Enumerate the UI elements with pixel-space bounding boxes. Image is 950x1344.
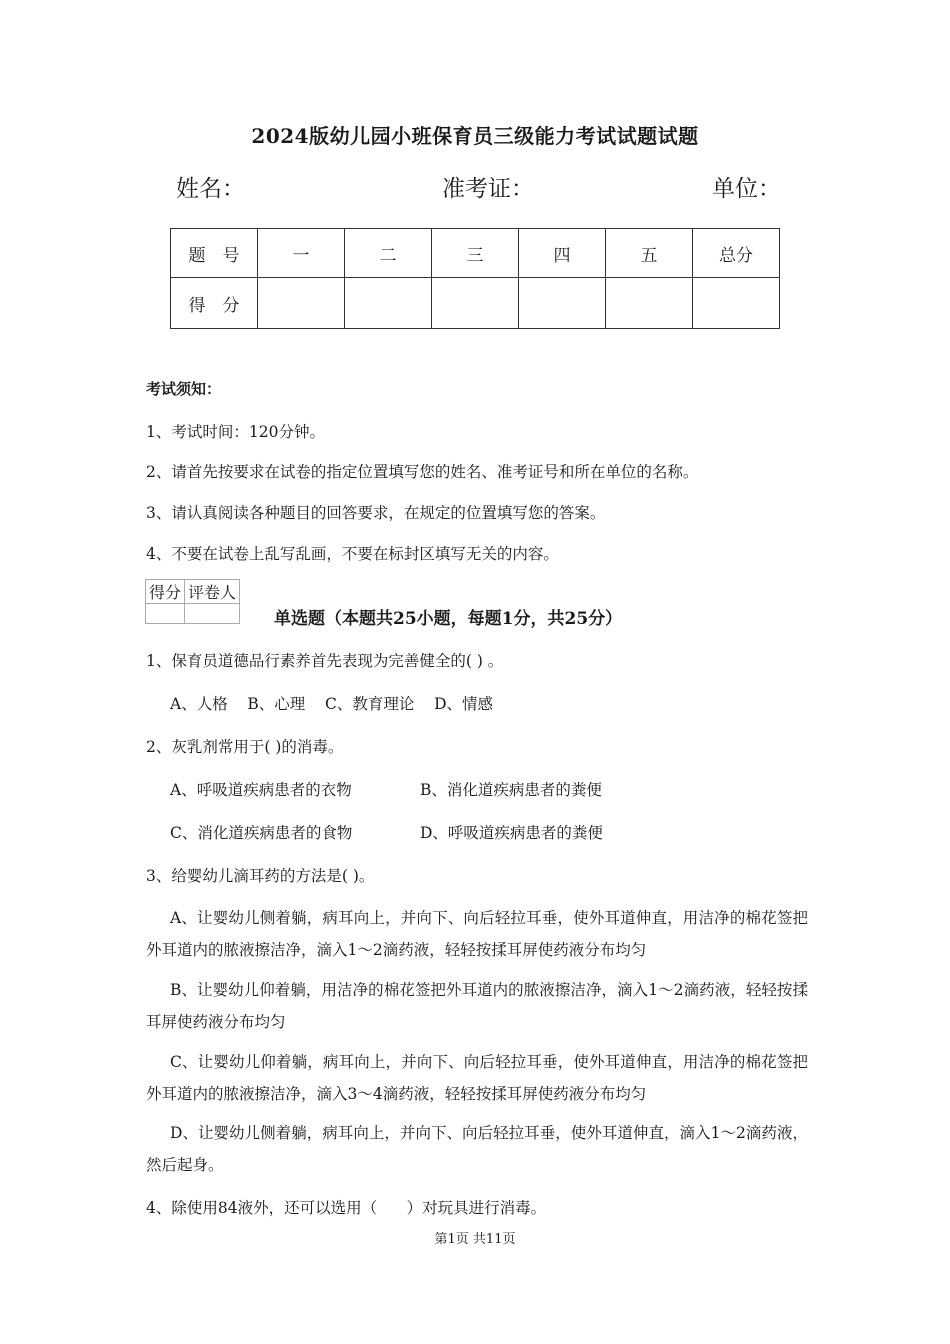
question-4-stem: 4、除使用84液外，还可以选用（ ）对玩具进行消毒。 xyxy=(146,1199,547,1217)
question-3-option-a: A、让婴幼儿侧着躺，病耳向上，并向下、向后轻拉耳垂，使外耳道伸直，用洁净的棉花签把外耳道内的脓液擦洁净，滴入1～2滴药液，轻轻按揉耳屏使药液分布均匀 xyxy=(146,909,808,959)
score-header-cell: 五 xyxy=(606,229,693,278)
score-header-cell: 一 xyxy=(258,229,345,278)
score-cell xyxy=(519,278,606,329)
question-2-option-b: B、消化道疾病患者的粪便 xyxy=(420,781,602,799)
grader-name-label: 评卷人 xyxy=(185,580,240,604)
question-1-stem: 1、保育员道德品行素养首先表现为完善健全的( ) 。 xyxy=(146,652,504,670)
exam-id-label: 准考证： xyxy=(442,176,534,202)
score-header-cell: 总分 xyxy=(693,229,780,278)
score-header-cell: 二 xyxy=(345,229,432,278)
question-2-option-c: C、消化道疾病患者的食物 xyxy=(170,824,353,842)
question-2-option-d: D、呼吸道疾病患者的粪便 xyxy=(420,824,603,842)
score-cell xyxy=(693,278,780,329)
score-header-cell: 三 xyxy=(432,229,519,278)
notice-item: 1、考试时间：120分钟。 xyxy=(146,423,325,441)
score-table-header-row xyxy=(171,229,780,278)
score-cell xyxy=(606,278,693,329)
notice-title: 考试须知： xyxy=(146,380,222,398)
question-3-option-c: C、让婴幼儿仰着躺，病耳向上，并向下、向后轻拉耳垂，使外耳道伸直，用洁净的棉花签把外耳道内的脓液擦洁净，滴入3～4滴药液，轻轻按揉耳屏使药液分布均匀 xyxy=(146,1053,808,1103)
score-row-label: 得 分 xyxy=(171,278,258,329)
question-3-option-d: D、让婴幼儿侧着躺，病耳向上，并向下、向后轻拉耳垂，使外耳道伸直，滴入1～2滴药液，然后起身。 xyxy=(146,1124,808,1174)
grader-score-label: 得分 xyxy=(146,580,185,604)
notice-item: 3、请认真阅读各种题目的回答要求，在规定的位置填写您的答案。 xyxy=(146,504,606,522)
score-cell xyxy=(345,278,432,329)
question-2-option-a: A、呼吸道疾病患者的衣物 xyxy=(170,781,352,799)
score-table-score-row xyxy=(171,278,780,329)
score-cell xyxy=(258,278,345,329)
unit-label: 单位： xyxy=(712,176,781,202)
score-table xyxy=(170,228,780,329)
grader-name-cell xyxy=(185,604,240,624)
question-3-stem: 3、给婴幼儿滴耳药的方法是( )。 xyxy=(146,867,375,885)
notice-item: 2、请首先按要求在试卷的指定位置填写您的姓名、准考证号和所在单位的名称。 xyxy=(146,463,699,481)
question-3-option-b: B、让婴幼儿仰着躺，用洁净的棉花签把外耳道内的脓液擦洁净，滴入1～2滴药液，轻轻按揉耳屏使药液分布均匀 xyxy=(146,981,808,1031)
score-cell xyxy=(432,278,519,329)
score-header-cell: 四 xyxy=(519,229,606,278)
question-2-stem: 2、灰乳剂常用于( )的消毒。 xyxy=(146,738,344,756)
grader-score-cell xyxy=(146,604,185,624)
notice-item: 4、不要在试卷上乱写乱画，不要在标封区填写无关的内容。 xyxy=(146,545,559,563)
name-label: 姓名： xyxy=(176,176,245,202)
section-title: 单选题（本题共25小题，每题1分，共25分） xyxy=(274,609,623,629)
page-footer: 第1页 共11页 xyxy=(434,1232,516,1247)
score-header-cell: 题 号 xyxy=(171,229,258,278)
question-1-options: A、人格 B、心理 C、教育理论 D、情感 xyxy=(170,695,493,713)
page-title: 2024版幼儿园小班保育员三级能力考试试题试题 xyxy=(251,124,699,148)
grader-table xyxy=(145,579,240,624)
